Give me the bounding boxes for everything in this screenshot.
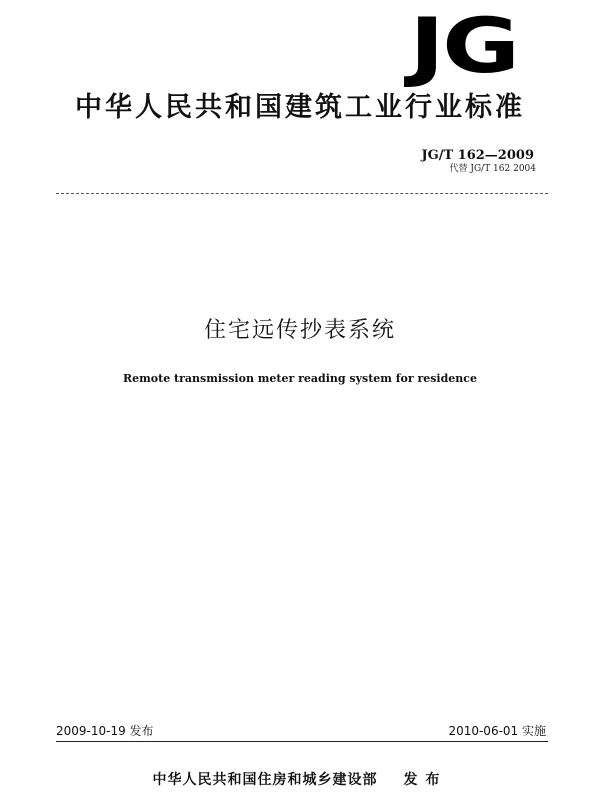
effective-date: 2010-06-01 实施 — [448, 724, 546, 738]
issuer-line — [0, 771, 600, 789]
document-title-english: Remote transmission meter reading system for residence — [123, 372, 477, 385]
jg-logo: JG — [409, 1, 518, 90]
standard-number: JG/T 162—2009 — [421, 148, 534, 163]
top-divider — [56, 193, 548, 194]
document-title-chinese: 住宅远传抄表系统 — [203, 318, 396, 343]
replaces-standard: 代替 JG/T 162 2004 — [449, 164, 536, 174]
issue-date: 2009-10-19 发布 — [56, 724, 154, 738]
issue-label: 发布 — [403, 772, 448, 788]
issuing-authority: 中华人民共和国住房和城乡建设部 — [152, 772, 378, 788]
bottom-divider — [56, 741, 548, 742]
standard-category-title: 中华人民共和国建筑工业行业标准 — [75, 92, 525, 123]
